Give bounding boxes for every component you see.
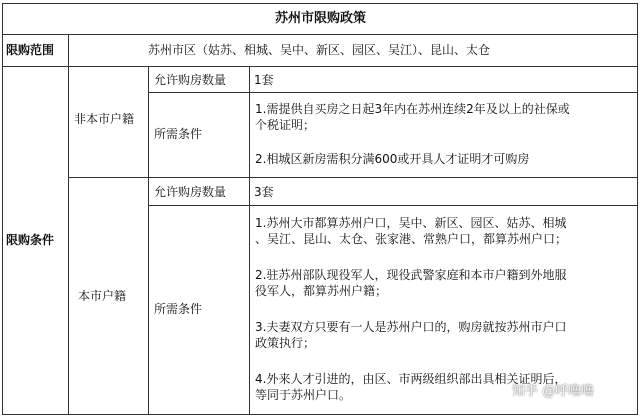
allowed-value-local: 3套 [254, 185, 274, 199]
required-label-local: 所需条件 [154, 302, 203, 316]
grid-line [148, 92, 638, 93]
grid-line [148, 205, 638, 206]
table-title: 苏州市限购政策 [274, 11, 366, 26]
requirement-item: 3.夫妻双方只要有一人是苏州户口的，购房就按苏州市户口 政策执行； [255, 320, 567, 350]
grid-line [68, 177, 638, 178]
required-label-nonlocal: 所需条件 [154, 127, 203, 141]
scope-value: 苏州市区（姑苏、相城、吴中、新区、园区、吴江）、昆山、太仓 [148, 43, 491, 57]
grid-line [2, 3, 638, 4]
grid-line [68, 34, 69, 415]
grid-line [148, 66, 149, 415]
conditions-label: 限购条件 [6, 233, 55, 247]
requirement-item: 1.需提供自买房之日起3年内在苏州连续2年及以上的社保或 个税证明； [255, 102, 570, 132]
allowed-label-local: 允许购房数量 [154, 185, 227, 199]
requirement-item: 2.驻苏州部队现役军人，现役武警家庭和本市户籍到外地服 役军人，都算苏州户籍； [255, 268, 567, 298]
grid-line [2, 3, 3, 415]
grid-line [2, 66, 638, 67]
group-name-nonlocal: 非本市户籍 [74, 112, 135, 126]
grid-line [2, 414, 638, 415]
requirement-item: 1.苏州大市都算苏州户口，吴中、新区、园区、姑苏、相城 、吴江、昆山、太仓、张家港、常熟户口，都算苏州户口； [255, 216, 568, 246]
allowed-label-nonlocal: 允许购房数量 [154, 73, 227, 87]
grid-line [637, 3, 638, 415]
group-name-local: 本市户籍 [78, 289, 127, 303]
scope-label: 限购范围 [6, 43, 55, 57]
requirement-item: 2.相城区新房需积分满600或开具人才证明才可购房 [255, 152, 530, 166]
watermark-text: 知乎 @呼噜噜 [512, 384, 595, 399]
grid-line [249, 66, 250, 415]
requirement-item: 4.外来人才引进的，由区、市两级组织部出具相关证明后， 等同于苏州户口。 [255, 372, 567, 402]
allowed-value-nonlocal: 1套 [254, 73, 274, 87]
grid-line [2, 34, 638, 35]
